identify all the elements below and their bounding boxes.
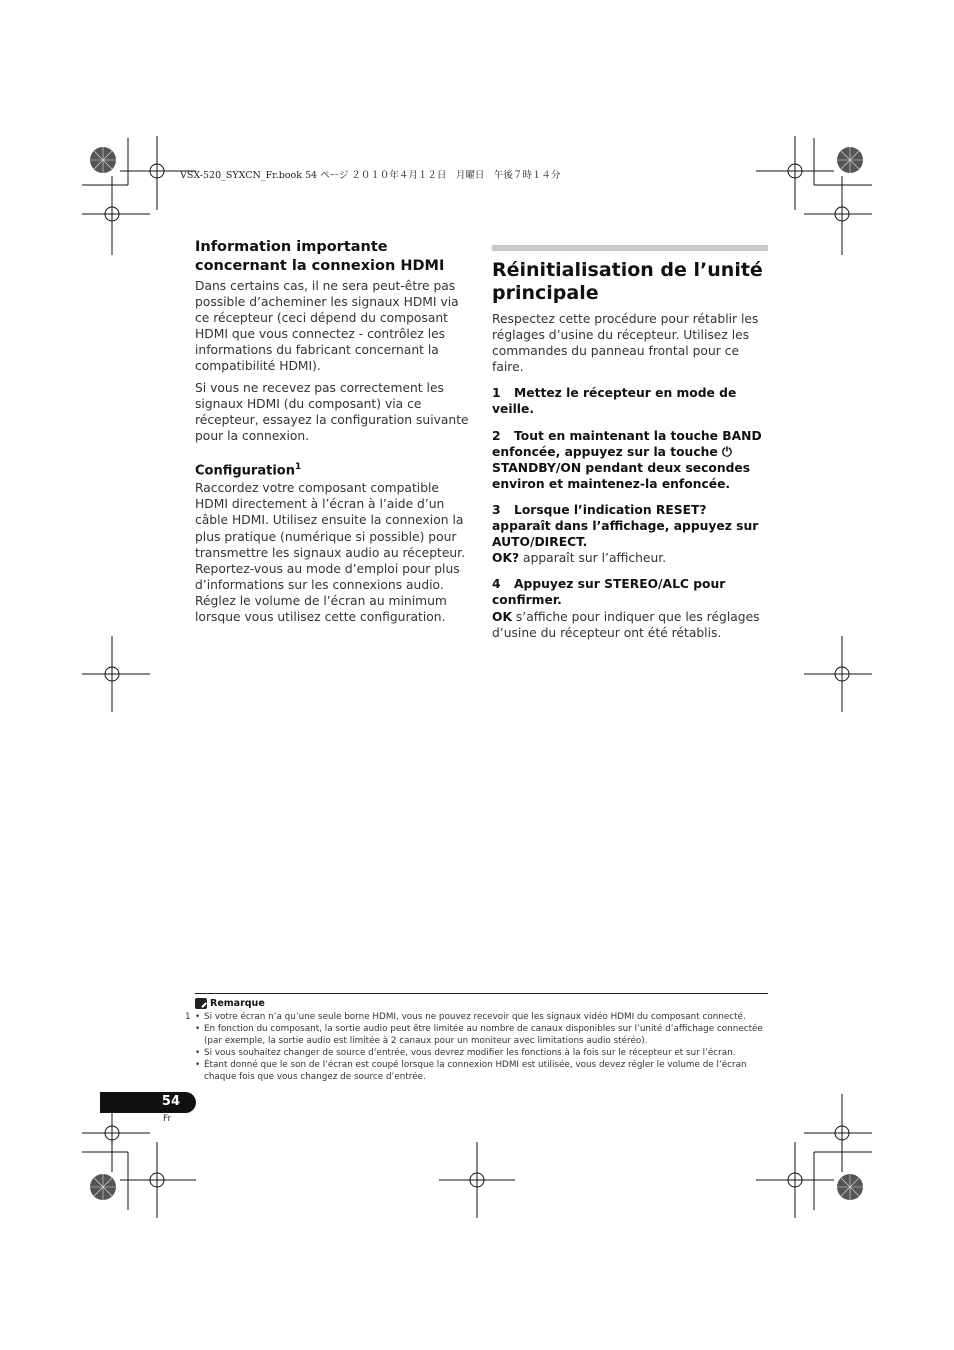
note-section (185, 993, 768, 1083)
section-bar (492, 245, 768, 251)
note-item (195, 1023, 768, 1047)
configuration-heading (195, 458, 470, 480)
print-file-header: VSX-520_SYXCN_Fr.book 54 ページ ２０１０年４月１２日 月曜日 午後７時１４分 (180, 170, 561, 181)
display-text: OK (492, 609, 512, 624)
bullet-icon: • (195, 1024, 201, 1034)
note-item (195, 1059, 768, 1083)
footnote-ref: 1 (294, 461, 302, 472)
page-number-tab (100, 1092, 196, 1113)
left-column (195, 238, 470, 630)
note-text: Étant donné que le son de l’écran est coupé lorsque la connexion HDMI est utilisée, vous devez régler le volume de l’écran chaque fois que vous changez de source d’entrée. (204, 1060, 747, 1082)
configuration-paragraph: Raccordez votre composant compatible HDMI directement à l’écran à l’aide d’un câble HDMI. Utilisez ensuite la connexion la plus pratique (numérique si possible) pour transmettre les signaux audio au récepteur. Reportez-vous au mode d’emploi pour plus d’informations sur les connexions audio. Réglez le volume de l’écran au minimum lorsque vous utilisez cette configuration. (195, 481, 466, 625)
bullet-icon: • (195, 1060, 201, 1070)
step-text: Mettez le récepteur en mode de veille. (492, 386, 737, 417)
bullet-icon: • (195, 1048, 201, 1058)
step-4-result (492, 609, 768, 641)
note-heading (195, 997, 768, 1010)
step-number: 1 (492, 386, 501, 401)
step-number: 3 (492, 502, 501, 517)
note-text: En fonction du composant, la sortie audio peut être limitée au nombre de canaux disponibles sur l’unité d’affichage connectée (par exemple, la sortie audio est limitée à 2 canaux pour un moniteur avec limitations audio stéréo). (204, 1024, 763, 1046)
step-text: Appuyez sur STEREO/ALC pour confirmer. (492, 577, 726, 608)
hdmi-info-heading: Information importante concernant la connexion HDMI (195, 239, 445, 274)
step-number: 2 (492, 428, 501, 443)
note-number: 1 (185, 1012, 191, 1022)
display-text: OK? (492, 551, 520, 566)
reset-intro: Respectez cette procédure pour rétablir les réglages d’usine du récepteur. Utilisez les commandes du panneau frontal pour ce faire. (492, 312, 759, 375)
note-item (195, 1047, 768, 1059)
page-number: 54 (161, 1094, 180, 1109)
note-rule (195, 993, 768, 994)
step-number: 4 (492, 577, 501, 592)
note-list (185, 1011, 768, 1083)
pencil-icon (195, 998, 207, 1009)
step-4 (492, 576, 768, 608)
note-title: Remarque (210, 998, 265, 1009)
note-text: Si votre écran n’a qu’une seule borne HDMI, vous ne pouvez recevoir que les signaux vidéo HDMI du composant connecté. (204, 1012, 746, 1022)
note-item (185, 1011, 768, 1023)
configuration-heading-text: Configuration (195, 463, 295, 479)
note-text: Si vous souhaitez changer de source d’entrée, vous devrez modifier les fonctions à la fois sur le récepteur et sur l’écran. (204, 1048, 736, 1058)
step-1 (492, 385, 768, 417)
result-text: s’affiche pour indiquer que les réglages d’usine du récepteur ont été rétablis. (492, 609, 760, 640)
result-text: apparaît sur l’afficheur. (519, 551, 667, 566)
step-text: Lorsque l’indication RESET? apparaît dans l’affichage, appuyez sur AUTO/DIRECT. (492, 502, 759, 550)
bullet-icon: • (195, 1012, 201, 1022)
step-3-result (492, 550, 768, 566)
step-2 (492, 428, 768, 492)
page-language: Fr (163, 1114, 172, 1124)
hdmi-info-paragraph-1: Dans certains cas, il ne sera peut-être pas possible d’acheminer les signaux HDMI via ce récepteur (ceci dépend du composant HDMI que vous connectez - contrôlez les informations du fabricant concernant la compatibilité HDMI). (195, 279, 459, 374)
right-column (492, 245, 768, 641)
reset-section-heading: Réinitialisation de l’unité principale (492, 259, 763, 304)
step-3 (492, 502, 768, 550)
hdmi-info-paragraph-2: Si vous ne recevez pas correctement les signaux HDMI (du composant) via ce récepteur, essayez la configuration suivante pour la connexion. (195, 380, 469, 443)
step-text: Tout en maintenant la touche BAND enfoncée, appuyez sur la touche ⏻ STANDBY/ON pendant deux secondes environ et maintenez-la enfoncée. (492, 428, 762, 491)
